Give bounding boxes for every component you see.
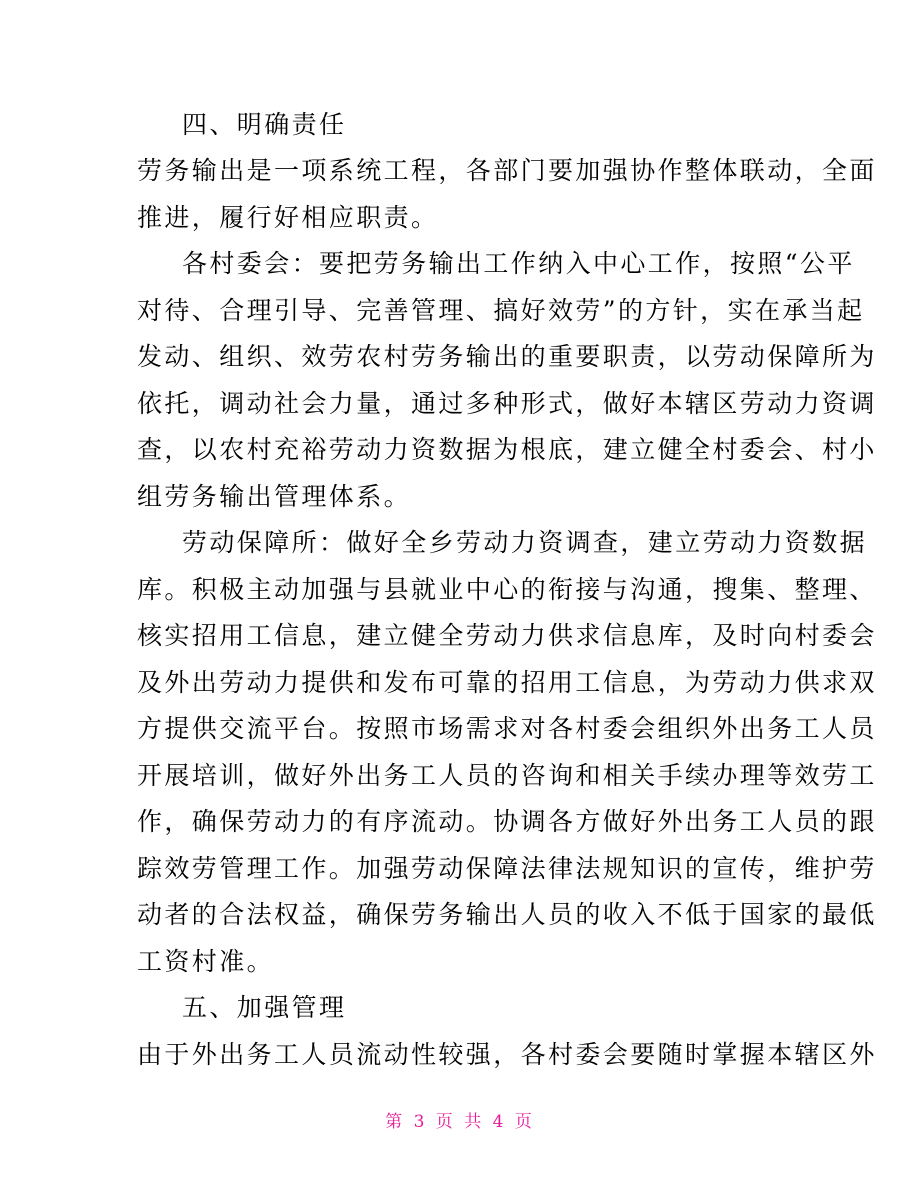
paragraph-line: 查，以农村充裕劳动力资数据为根底，建立健全村委会、村小 bbox=[137, 435, 877, 464]
paragraph-line: 依托，调动社会力量，通过多种形式，做好本辖区劳动力资调 bbox=[137, 389, 877, 418]
paragraph-line: 对待、合理引导、完善管理、搞好效劳”的方针，实在承当起 bbox=[137, 296, 865, 325]
paragraph-line: 及外出劳动力提供和发布可靠的招用工信息，为劳动力供求双 bbox=[137, 668, 877, 697]
paragraph-line: 方提供交流平台。按照市场需求对各村委会组织外出务工人员 bbox=[137, 714, 877, 743]
paragraph-line: 组劳务输出管理体系。 bbox=[137, 482, 412, 511]
paragraph-line: 开展培训，做好外出务工人员的咨询和相关手续办理等效劳工 bbox=[137, 761, 877, 790]
paragraph-line: 踪效劳管理工作。加强劳动保障法律法规知识的宣传，维护劳 bbox=[137, 854, 877, 883]
paragraph-line: 动者的合法权益，确保劳务输出人员的收入不低于国家的最低 bbox=[137, 900, 877, 929]
section-heading: 五、加强管理 bbox=[182, 993, 347, 1022]
paragraph-line: 库。积极主动加强与县就业中心的衔接与沟通，搜集、整理、 bbox=[137, 575, 877, 604]
paragraph-line: 作，确保劳动力的有序流动。协调各方做好外出务工人员的跟 bbox=[137, 807, 877, 836]
page-number-footer: 第 3 页 共 4 页 bbox=[385, 1112, 535, 1132]
paragraph-line: 发动、组织、效劳农村劳务输出的重要职责，以劳动保障所为 bbox=[137, 342, 877, 371]
paragraph-line: 劳动保障所：做好全乡劳动力资调查，建立劳动力资数据 bbox=[182, 528, 868, 557]
paragraph-line: 核实招用工信息，建立健全劳动力供求信息库，及时向村委会 bbox=[137, 621, 877, 650]
paragraph-line: 工资村准。 bbox=[137, 947, 275, 976]
paragraph-line: 推进，履行好相应职责。 bbox=[137, 203, 439, 232]
paragraph-line: 由于外出务工人员流动性较强，各村委会要随时掌握本辖区外 bbox=[137, 1040, 877, 1069]
paragraph-line: 各村委会：要把劳务输出工作纳入中心工作，按照“公平 bbox=[182, 249, 855, 278]
paragraph-line: 劳务输出是一项系统工程，各部门要加强协作整体联动，全面 bbox=[137, 156, 877, 185]
section-heading: 四、明确责任 bbox=[182, 110, 347, 139]
